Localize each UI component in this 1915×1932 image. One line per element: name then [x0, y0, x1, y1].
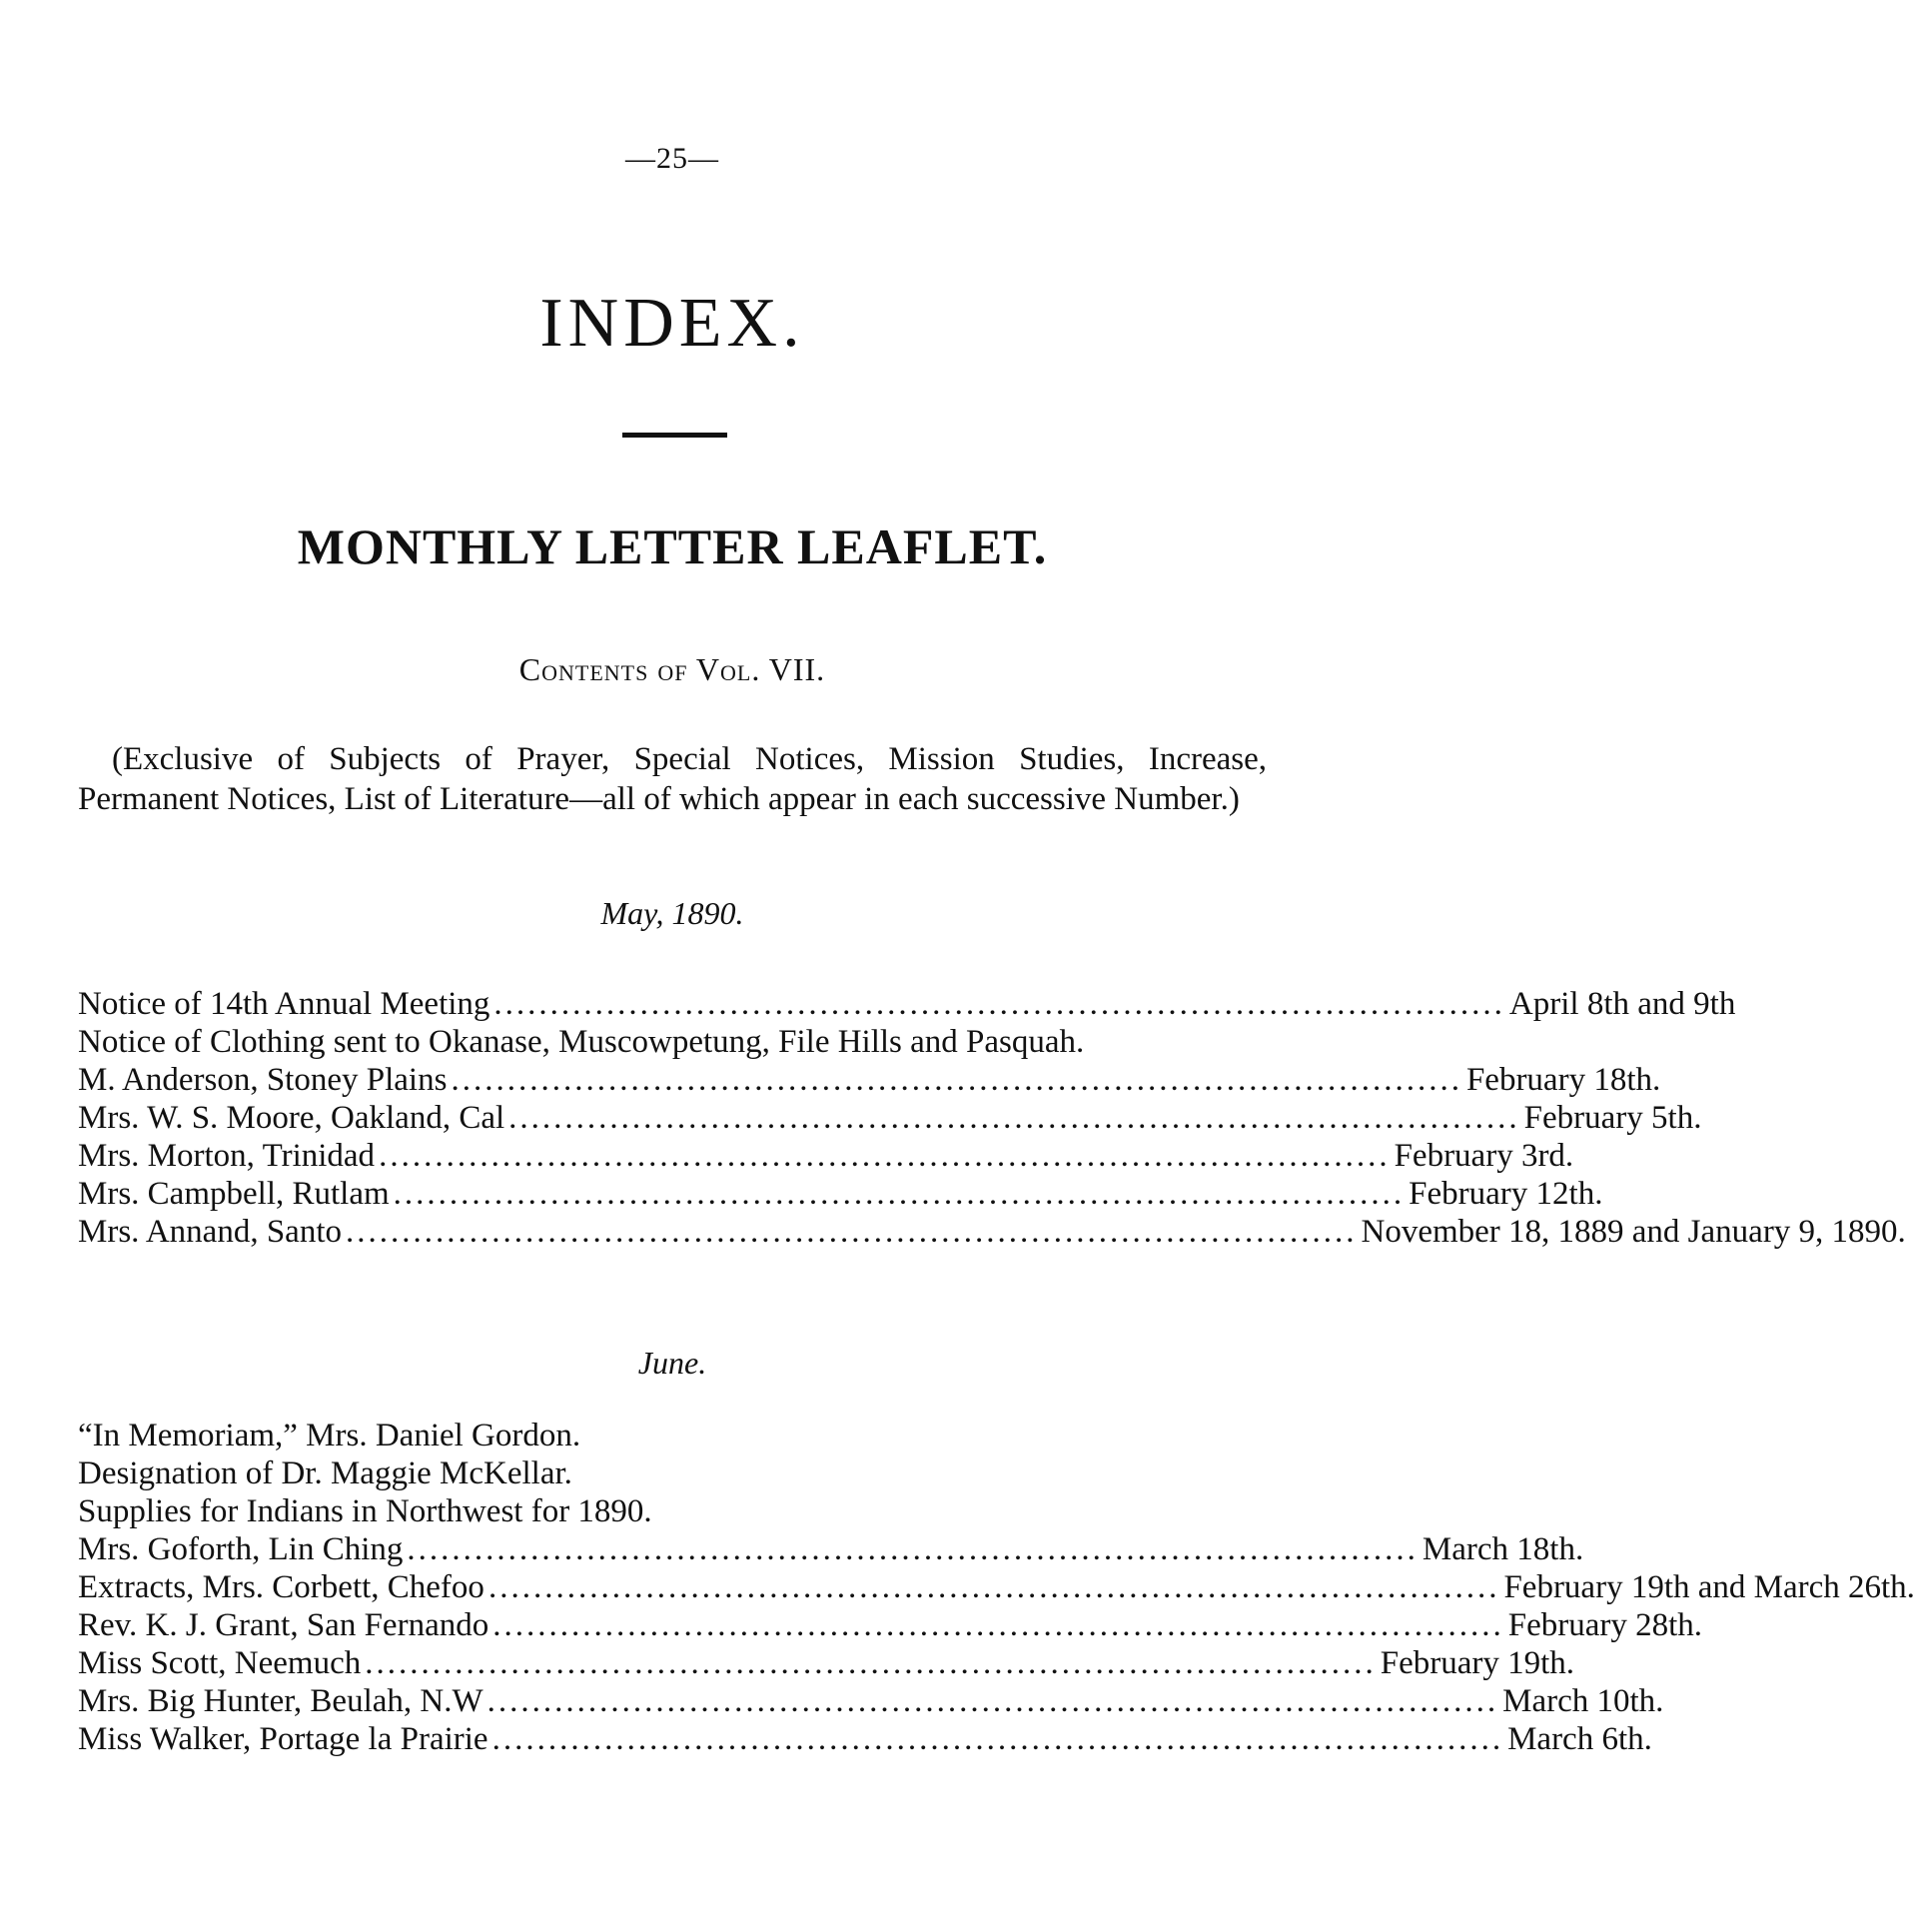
entry-date: November 18, 1889 and January 9, 1890. — [1361, 1214, 1906, 1250]
entry-label: Mrs. W. S. Moore, Oakland, Cal — [78, 1100, 505, 1136]
dot-leader: .......................................................................................... — [393, 1176, 1406, 1212]
dot-leader: .......................................................................................... — [493, 986, 1505, 1022]
page-number: —25— — [625, 142, 719, 175]
index-entry — [78, 1213, 1906, 1251]
entry-label: Supplies for Indians in Northwest for 1890. — [78, 1493, 652, 1529]
dot-leader: .......................................................................................... — [346, 1214, 1358, 1250]
entry-label: M. Anderson, Stoney Plains — [78, 1062, 448, 1098]
dot-leader: .......................................................................................... — [451, 1062, 1462, 1098]
entry-label: Rev. K. J. Grant, San Fernando — [78, 1607, 489, 1643]
index-entry — [78, 1061, 1661, 1099]
entry-label: Notice of Clothing sent to Okanase, Muscowpetung, File Hills and Pasquah. — [78, 1024, 1085, 1060]
entry-label: Miss Scott, Neemuch — [78, 1645, 362, 1681]
dot-leader: .......................................................................................... — [491, 1721, 1504, 1757]
dot-leader: .......................................................................................... — [487, 1569, 1500, 1605]
entry-date: February 3rd. — [1394, 1138, 1574, 1174]
index-entry — [78, 1530, 1584, 1568]
index-entry — [78, 1606, 1703, 1644]
entry-date: February 19th. — [1380, 1645, 1575, 1681]
entry-label: Miss Walker, Portage la Prairie — [78, 1721, 488, 1757]
entry-label: Mrs. Campbell, Rutlam — [78, 1176, 390, 1212]
exclusion-note: (Exclusive of Subjects of Prayer, Special Notices, Mission Studies, Increase, Permanent Notices, List of Literature—all of which appear in each successive Number.) — [78, 741, 1267, 817]
index-entry — [78, 1137, 1574, 1175]
entry-label: Mrs. Big Hunter, Beulah, N.W — [78, 1683, 483, 1719]
entry-label: Mrs. Goforth, Lin Ching — [78, 1531, 404, 1567]
section-heading-june: June. — [637, 1345, 707, 1381]
entry-date: February 28th. — [1507, 1607, 1703, 1643]
index-entry — [78, 1023, 1267, 1061]
contents-heading: Contents of Vol. VII. — [518, 651, 826, 687]
index-entry — [78, 1682, 1664, 1720]
entry-label: Mrs. Annand, Santo — [78, 1214, 342, 1250]
index-entry — [78, 1175, 1603, 1213]
entries-may — [78, 985, 1906, 1251]
section-heading-may: May, 1890. — [600, 895, 744, 931]
entry-date: February 5th. — [1523, 1100, 1702, 1136]
index-entry — [78, 1720, 1652, 1758]
index-entry — [78, 985, 1736, 1023]
dot-leader: .......................................................................................... — [486, 1683, 1499, 1719]
title-rule — [622, 433, 727, 438]
entry-date: February 18th. — [1465, 1062, 1661, 1098]
entry-date: April 8th and 9th — [1508, 986, 1736, 1022]
entry-label: Notice of 14th Annual Meeting — [78, 986, 490, 1022]
index-entry — [78, 1417, 1267, 1454]
dot-leader: .......................................................................................... — [492, 1607, 1504, 1643]
entry-date: March 18th. — [1422, 1531, 1584, 1567]
leaflet-title: MONTHLY LETTER LEAFLET. — [297, 518, 1048, 574]
dot-leader: .......................................................................................... — [407, 1531, 1419, 1567]
index-entry — [78, 1568, 1915, 1606]
dot-leader: .......................................................................................... — [508, 1100, 1520, 1136]
entry-label: Mrs. Morton, Trinidad — [78, 1138, 376, 1174]
index-entry — [78, 1454, 1267, 1492]
document-page — [78, 0, 1915, 1932]
entry-date: March 6th. — [1507, 1721, 1652, 1757]
entry-date: March 10th. — [1502, 1683, 1664, 1719]
entries-june — [78, 1417, 1915, 1758]
dot-leader: .......................................................................................... — [365, 1645, 1377, 1681]
entry-date: February 19th and March 26th. — [1503, 1569, 1915, 1605]
index-entry — [78, 1492, 1267, 1530]
entry-label: Designation of Dr. Maggie McKellar. — [78, 1455, 572, 1491]
index-entry — [78, 1644, 1575, 1682]
index-entry — [78, 1099, 1702, 1137]
entry-date: February 12th. — [1409, 1176, 1603, 1212]
entry-label: Extracts, Mrs. Corbett, Chefoo — [78, 1569, 484, 1605]
index-title: INDEX. — [539, 285, 805, 362]
dot-leader: .......................................................................................... — [379, 1138, 1391, 1174]
entry-label: “In Memoriam,” Mrs. Daniel Gordon. — [78, 1418, 581, 1453]
